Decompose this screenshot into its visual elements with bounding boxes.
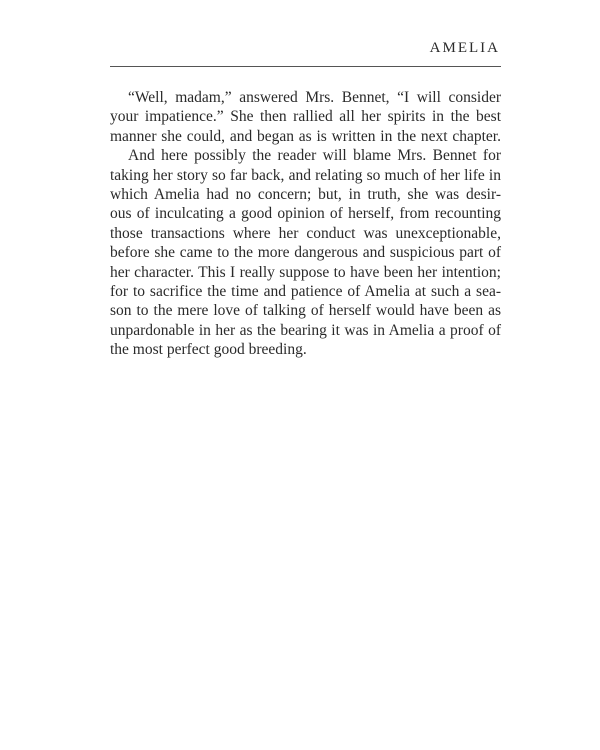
text-line: unpardonable in her as the bearing it was in Amelia a proof of: [110, 321, 501, 339]
text-line: the most perfect good breeding.: [110, 341, 307, 359]
text-line: for to sacrifice the time and patience of Amelia at such a sea-: [110, 283, 501, 301]
text-line: taking her story so far back, and relating so much of her life in: [110, 166, 501, 184]
text-line: those transactions where her conduct was unexceptionable,: [110, 224, 501, 242]
running-head-title: AMELIA: [429, 40, 500, 56]
text-line: ous of inculcating a good opinion of herself, from recounting: [110, 205, 501, 223]
text-line: “Well, madam,” answered Mrs. Bennet, “I will consider: [128, 89, 501, 106]
text-line: manner she could, and began as is written in the next chapter.: [110, 127, 501, 145]
paragraph-1: [110, 88, 501, 146]
paragraph-2: [110, 146, 501, 359]
text-line: before she came to the more dangerous and suspicious part of: [110, 244, 501, 262]
header-rule: [110, 66, 501, 67]
text-line: your impatience.” She then rallied all her spirits in the best: [110, 108, 501, 126]
text-line: son to the mere love of talking of herself would have been as: [110, 302, 501, 320]
body-text: [110, 88, 501, 360]
text-line: And here possibly the reader will blame Mrs. Bennet for: [128, 147, 501, 165]
text-line: which Amelia had no concern; but, in truth, she was desir-: [110, 186, 501, 204]
text-line: her character. This I really suppose to have been her intention;: [110, 263, 501, 281]
